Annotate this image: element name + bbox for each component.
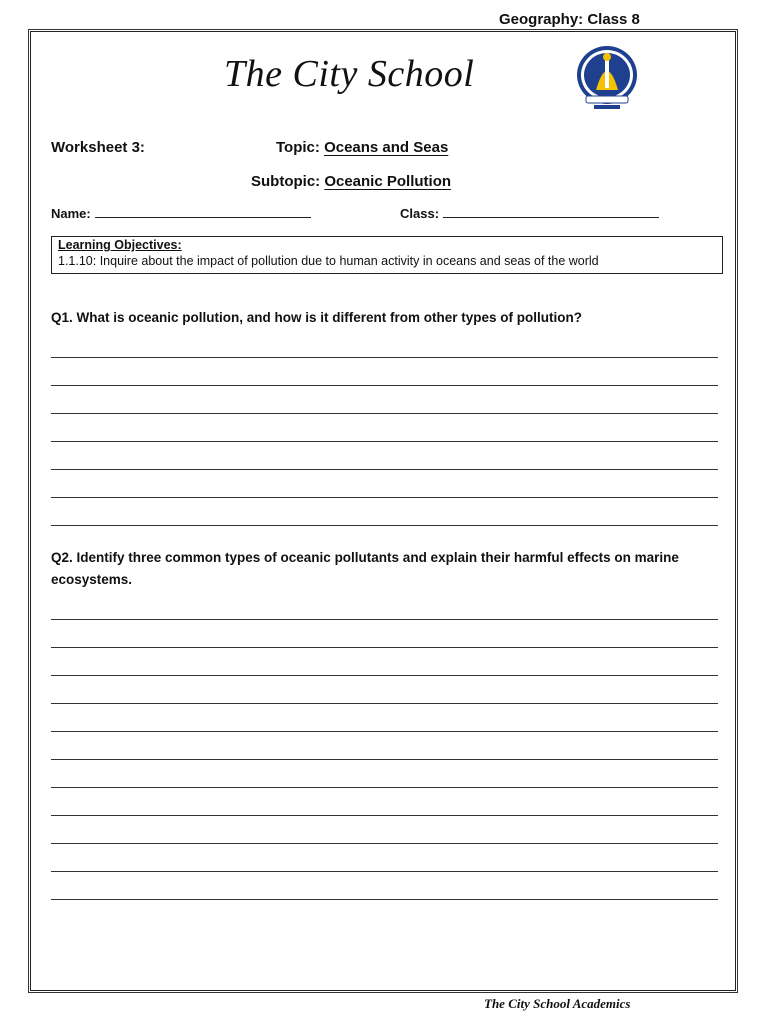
answer-line[interactable] <box>51 470 718 498</box>
class-field-row <box>400 206 659 221</box>
subject-class-heading: Geography: Class 8 <box>499 11 640 28</box>
question-1: Q1. What is oceanic pollution, and how is it different from other types of pollution? <box>51 310 583 325</box>
answer-line[interactable] <box>51 442 718 470</box>
answer-line[interactable] <box>51 704 718 732</box>
school-title: The City School <box>224 53 475 95</box>
answer-line[interactable] <box>51 872 718 900</box>
question-2: Q2. Identify three common types of oceanic pollutants and explain their harmful effects on marine ecosystems. <box>51 550 679 587</box>
answer-line[interactable] <box>51 844 718 872</box>
subtopic-line <box>251 173 451 190</box>
topic-line <box>276 139 448 156</box>
answer-line[interactable] <box>51 620 718 648</box>
answer-line[interactable] <box>51 592 718 620</box>
answer-line[interactable] <box>51 732 718 760</box>
subtopic-label: Subtopic: <box>251 173 321 190</box>
answer-line[interactable] <box>51 414 718 442</box>
topic-label: Topic: <box>276 139 320 156</box>
learning-objectives-text: 1.1.10: Inquire about the impact of pollution due to human activity in oceans and seas of the world <box>58 254 599 268</box>
answer-line[interactable] <box>51 788 718 816</box>
worksheet-number: Worksheet 3: <box>51 139 145 156</box>
school-logo-icon <box>574 44 640 114</box>
answer-line[interactable] <box>51 816 718 844</box>
name-label: Name: <box>51 206 91 221</box>
class-label: Class: <box>400 206 440 221</box>
topic-value: Oceans and Seas <box>324 139 449 156</box>
subtopic-value: Oceanic Pollution <box>324 173 452 190</box>
answer-lines-q1 <box>51 330 718 526</box>
answer-line[interactable] <box>51 386 718 414</box>
answer-lines-q2 <box>51 592 718 900</box>
footer-academics: The City School Academics <box>484 996 631 1011</box>
answer-line[interactable] <box>51 330 718 358</box>
answer-line[interactable] <box>51 760 718 788</box>
name-field-row <box>51 206 311 221</box>
name-blank[interactable] <box>95 206 311 218</box>
answer-line[interactable] <box>51 498 718 526</box>
learning-objectives-box <box>51 236 723 274</box>
learning-objectives-title: Learning Objectives: <box>58 238 182 252</box>
answer-line[interactable] <box>51 648 718 676</box>
class-blank[interactable] <box>443 206 659 218</box>
answer-line[interactable] <box>51 676 718 704</box>
answer-line[interactable] <box>51 358 718 386</box>
